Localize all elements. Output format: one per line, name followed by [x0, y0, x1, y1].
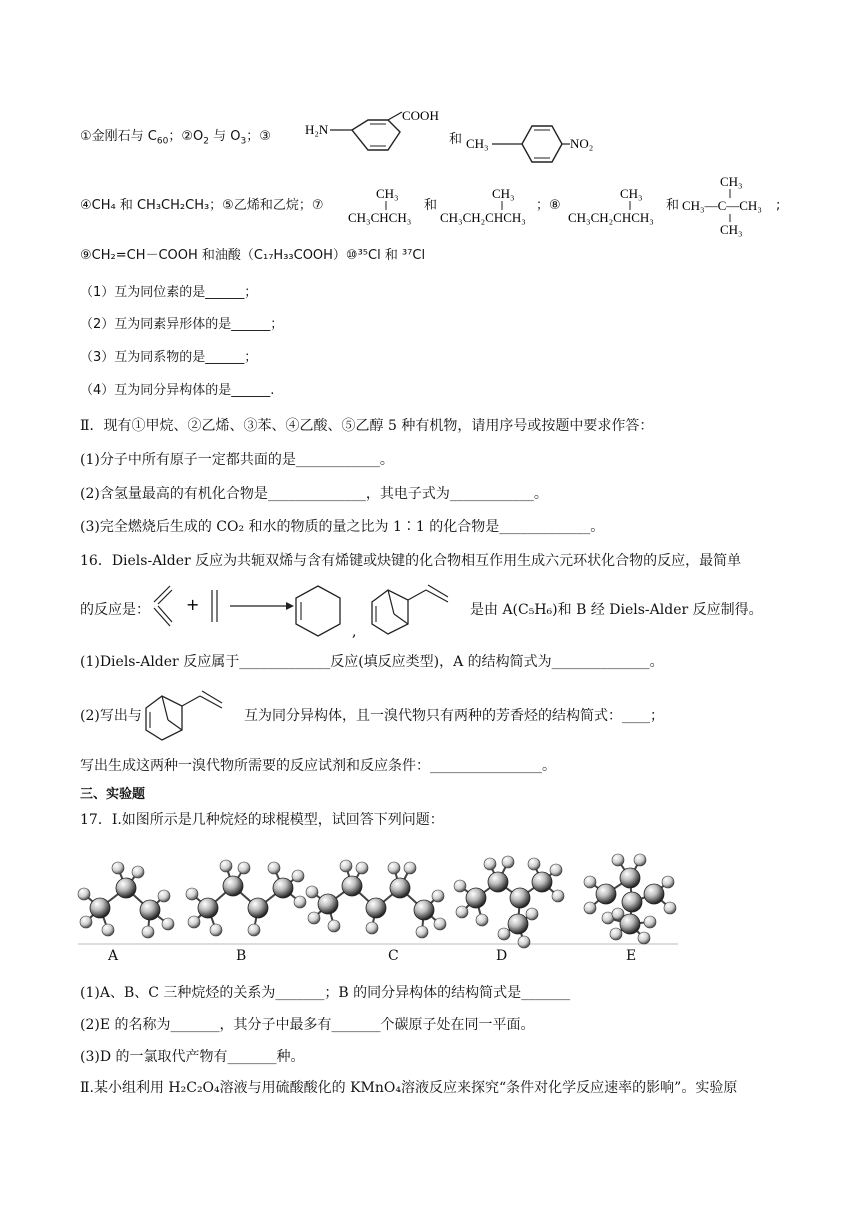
- hydrogen-atom: [210, 924, 222, 936]
- hydrogen-atom: [268, 862, 280, 874]
- struct7-sep: ；⑧: [536, 198, 561, 213]
- carbon-atom: [466, 888, 486, 908]
- hydrogen-atom: [158, 890, 170, 902]
- model-d: [454, 856, 564, 948]
- hydrogen-atom: [132, 866, 144, 878]
- q15-part2-intro: Ⅱ．现有①甲烷、②乙烯、③苯、④乙酸、⑤乙醇 5 种有机物，请用序号或按题中要求作答：: [80, 418, 654, 434]
- struct3b-nitrotoluene: [462, 118, 602, 162]
- hydrogen-atom: [552, 890, 564, 902]
- carbon-atom: [198, 898, 218, 918]
- hydrogen-atom: [644, 916, 656, 928]
- carbon-atom: [273, 878, 293, 898]
- hydrogen-atom: [634, 854, 646, 866]
- struct7a-top: CH₃: [376, 186, 399, 201]
- carbon-atom: [342, 876, 362, 896]
- q15-sub3: （3）互为同系物的是______；: [80, 350, 258, 365]
- struct7-and: 和: [424, 198, 438, 213]
- q15-part2-q2: (2)含氢量最高的有机化合物是______________，其电子式为____________。: [80, 486, 548, 502]
- struct8a-methylbutane: [566, 186, 670, 226]
- hydrogen-atom: [456, 906, 468, 918]
- hydrogen-atom: [328, 920, 340, 932]
- hydrogen-atom: [526, 908, 538, 920]
- carbon-atom: [510, 888, 530, 908]
- hydrogen-atom: [238, 862, 250, 874]
- carbon-atom: [532, 872, 552, 892]
- struct3-and: 和: [449, 132, 463, 147]
- model-label-a: A: [108, 948, 119, 964]
- hydrogen-atom: [142, 926, 154, 938]
- hydrogen-atom: [476, 914, 488, 926]
- norbornene-structure: [372, 585, 448, 634]
- q15-line1-prefix: ①金刚石与 C: [80, 129, 157, 144]
- hydrogen-atom: [294, 896, 306, 908]
- q16-q2-line2: 写出生成这两种一溴代物所需要的反应试剂和反应条件：________________。: [80, 758, 556, 774]
- hydrogen-atom: [162, 918, 174, 930]
- q16-reaction-prefix: 的反应是：: [80, 602, 150, 618]
- q16-reaction-suffix: 是由 A(C₅H₆)和 B 经 Diels-Alder 反应制得。: [470, 602, 763, 618]
- struct8b-tail: ;: [776, 198, 781, 213]
- hydrogen-atom: [638, 932, 650, 944]
- q17-q2: (2)E 的名称为_______，其分子中最多有_______个碳原子处在同一平面。: [80, 1017, 535, 1033]
- hydrogen-atom: [80, 916, 92, 928]
- hydrogen-atom: [612, 854, 624, 866]
- model-label-c: C: [388, 948, 399, 964]
- hydrogen-atom: [518, 936, 530, 948]
- struct3a-cooh-label: COOH: [402, 108, 439, 123]
- struct3a-aminobenzoic-acid: [300, 110, 450, 170]
- carbon-atom: [622, 892, 642, 912]
- q15-sub1: （1）互为同位素的是______；: [80, 285, 258, 300]
- struct7a-isobutane: [346, 186, 430, 226]
- hydrogen-atom: [248, 924, 260, 936]
- model-e: [584, 854, 676, 944]
- carbon-atom: [223, 876, 243, 896]
- q16-q2-suffix: 互为同分异构体，且一溴代物只有两种的芳香烃的结构简式：____；: [244, 708, 664, 724]
- comma: ,: [352, 624, 357, 640]
- hydrogen-atom: [502, 856, 514, 868]
- hydrogen-atom: [454, 880, 466, 892]
- diels-alder-reaction-diagram: [150, 578, 470, 648]
- struct8b-neopentane: [680, 172, 780, 236]
- struct7b-main: CH₃CH₂CHCH₃: [440, 210, 526, 225]
- hydrogen-atom: [610, 928, 622, 940]
- carbon-atom: [644, 884, 664, 904]
- hydrogen-atom: [308, 912, 320, 924]
- hydrogen-atom: [102, 924, 114, 936]
- hydrogen-atom: [292, 870, 304, 882]
- carbon-atom: [488, 872, 508, 892]
- hydrogen-atom: [484, 858, 496, 870]
- q15-o2-sub: 2: [203, 136, 209, 147]
- hydrogen-atom: [78, 888, 90, 900]
- q16-intro: 16．Diels-Alder 反应为共轭双烯与含有烯键或炔键的化合物相互作用生成六元环状化合物的反应，最简单: [80, 553, 742, 569]
- reaction-arrow: [230, 602, 294, 610]
- hydrogen-atom: [112, 862, 124, 874]
- q15-sub4: （4）互为同分异构体的是______.: [80, 383, 275, 398]
- q15-line1-and: 与 O: [208, 129, 241, 144]
- model-a: [78, 862, 174, 938]
- plus-sign: +: [186, 595, 200, 614]
- hydrogen-atom: [528, 858, 540, 870]
- struct8b-main: CH₃—C—CH₃: [682, 198, 762, 213]
- q16-q1: (1)Diels-Alder 反应属于_____________反应(填反应类型)，A 的结构简式为______________。: [80, 654, 664, 670]
- hydrogen-atom: [584, 876, 596, 888]
- q15-sub2: （2）互为同素异形体的是______；: [80, 317, 284, 332]
- q15-part2-q1: (1)分子中所有原子一定都共面的是____________。: [80, 452, 394, 468]
- struct7a-main: CH₃CHCH₃: [348, 210, 412, 225]
- q17-q3: (3)D 的一氯取代产物有_______种。: [80, 1049, 305, 1065]
- norbornene-vinyl-structure-small: [140, 682, 240, 742]
- carbon-atom: [390, 878, 410, 898]
- carbon-atom: [318, 894, 338, 914]
- model-b: [186, 860, 306, 936]
- section3-heading: 三、实验题: [80, 787, 146, 802]
- carbon-atom: [508, 914, 528, 934]
- carbon-atom: [90, 898, 110, 918]
- q15-line1: [80, 127, 271, 147]
- q15-o3-sub: 3: [240, 136, 247, 147]
- struct8a-top: CH₃: [620, 186, 643, 201]
- carbon-atom: [414, 900, 434, 920]
- struct3b-ch3-label: CH₃: [466, 136, 489, 151]
- q15-part2-q3: (3)完全燃烧后生成的 CO₂ 和水的物质的量之比为 1∶1 的化合物是_____________。: [80, 519, 605, 535]
- struct8b-bottom: CH₃: [720, 222, 743, 237]
- q17-intro: 17．Ⅰ.如图所示是几种烷烃的球棍模型，试回答下列问题：: [80, 812, 444, 828]
- hydrogen-atom: [340, 860, 352, 872]
- model-c: [306, 860, 446, 938]
- hydrogen-atom: [188, 916, 200, 928]
- molecule-models: [78, 854, 676, 948]
- carbon-atom: [140, 900, 160, 920]
- hydrogen-atom: [356, 862, 368, 874]
- hydrogen-atom: [432, 890, 444, 902]
- hydrogen-atom: [584, 902, 596, 914]
- carbon-atom: [116, 878, 136, 898]
- struct8a-main: CH₃CH₂CHCH₃: [568, 210, 654, 225]
- hydrogen-atom: [404, 862, 416, 874]
- ethylene-structure: [212, 590, 217, 622]
- q15-c60-sub: 60: [156, 136, 169, 147]
- q15-line2: ④CH₄ 和 CH₃CH₂CH₃；⑤乙烯和乙烷；⑦: [80, 198, 324, 213]
- ball-stick-models-figure: [78, 838, 682, 968]
- q16-q2-prefix: (2)写出与: [80, 708, 142, 724]
- q15-line1-circ3: ；③: [246, 129, 271, 144]
- hydrogen-atom: [498, 928, 510, 940]
- hydrogen-atom: [662, 876, 674, 888]
- q17-part2: Ⅱ.某小组利用 H₂C₂O₄溶液与用硫酸酸化的 KMnO₄溶液反应来探究“条件对化学反应速率的影响”。实验原: [80, 1080, 738, 1096]
- hydrogen-atom: [434, 918, 446, 930]
- model-label-d: D: [496, 948, 508, 964]
- cyclohexene-structure: [296, 586, 340, 636]
- model-label-e: E: [626, 948, 637, 964]
- model-label-b: B: [236, 948, 247, 964]
- struct7b-top: CH₃: [492, 186, 515, 201]
- carbon-atom: [620, 868, 640, 888]
- hydrogen-atom: [366, 922, 378, 934]
- q17-q1: (1)A、B、C 三种烷烃的关系为_______；B 的同分异构体的结构简式是_______: [80, 985, 571, 1001]
- carbon-atom: [366, 898, 386, 918]
- carbon-atom: [620, 914, 640, 934]
- struct3a-h2n-label: H₂N: [305, 122, 329, 137]
- hydrogen-atom: [220, 860, 232, 872]
- hydrogen-atom: [416, 926, 428, 938]
- struct3b-no2-label: NO₂: [570, 136, 594, 151]
- struct8b-top: CH₃: [720, 174, 743, 189]
- q15-line3: ⑨CH₂=CH－COOH 和油酸（C₁₇H₃₃COOH）⑩³⁵Cl 和 ³⁷Cl: [80, 248, 426, 263]
- carbon-atom: [596, 884, 616, 904]
- carbon-atom: [248, 898, 268, 918]
- hydrogen-atom: [306, 886, 318, 898]
- hydrogen-atom: [388, 862, 400, 874]
- struct8-and: 和: [666, 198, 680, 213]
- hydrogen-atom: [664, 902, 676, 914]
- q15-line1-mid: ；②O: [168, 129, 204, 144]
- hydrogen-atom: [186, 888, 198, 900]
- hydrogen-atom: [550, 864, 562, 876]
- butadiene-structure: [154, 586, 172, 626]
- struct7b-methylbutane: [438, 186, 542, 226]
